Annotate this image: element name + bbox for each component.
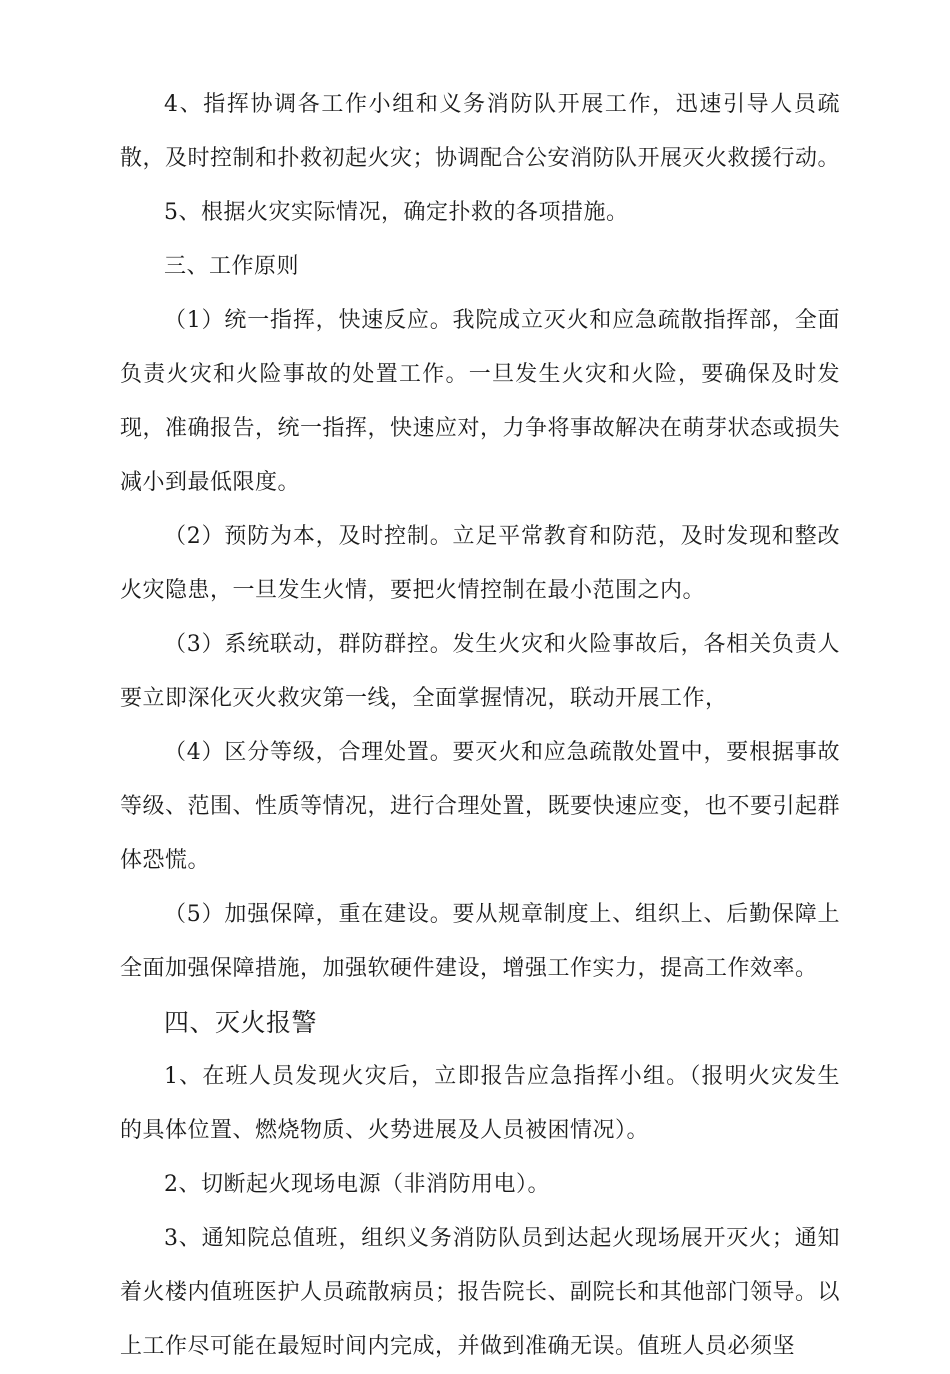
paragraph-principle-3: （3）系统联动，群防群控。发生火灾和火险事故后，各相关负责人要立即深化灭火救灾第一线，全面掌握情况，联动开展工作， <box>120 632 840 711</box>
paragraph-item-5: 5、根据火灾实际情况，确定扑救的各项措施。 <box>164 200 629 225</box>
paragraph-alarm-2: 2、切断起火现场电源（非消防用电）。 <box>164 1172 550 1197</box>
paragraph-principle-1: （1）统一指挥，快速反应。我院成立灭火和应急疏散指挥部，全面负责火灾和火险事故的处置工作。一旦发生火灾和火险，要确保及时发现，准确报告，统一指挥，快速应对，力争将事故解决在萌芽状态或损失减小到最低限度。 <box>120 308 841 495</box>
paragraph-alarm-3: 3、通知院总值班，组织义务消防队员到达起火现场展开灭火；通知着火楼内值班医护人员疏散病员；报告院长、副院长和其他部门领导。以上工作尽可能在最短时间内完成，并做到准确无误。值班人员必须坚 <box>120 1226 841 1359</box>
section-heading-principles: 三、工作原则 <box>164 254 300 279</box>
paragraph-item-4: 4、指挥协调各工作小组和义务消防队开展工作，迅速引导人员疏散，及时控制和扑救初起火灾；协调配合公安消防队开展灭火救援行动。 <box>120 92 841 171</box>
document-body <box>120 78 840 1374</box>
paragraph-alarm-1: 1、在班人员发现火灾后，立即报告应急指挥小组。（报明火灾发生的具体位置、燃烧物质、火势进展及人员被困情况）。 <box>120 1064 840 1143</box>
paragraph-principle-2: （2）预防为本，及时控制。立足平常教育和防范，及时发现和整改火灾隐患，一旦发生火情，要把火情控制在最小范围之内。 <box>120 524 840 603</box>
section-heading-fire-alarm: 四、灭火报警 <box>164 1008 318 1037</box>
paragraph-principle-4: （4）区分等级，合理处置。要灭火和应急疏散处置中，要根据事故等级、范围、性质等情况，进行合理处置，既要快速应变，也不要引起群体恐慌。 <box>120 740 841 873</box>
paragraph-principle-5: （5）加强保障，重在建设。要从规章制度上、组织上、后勤保障上全面加强保障措施，加强软硬件建设，增强工作实力，提高工作效率。 <box>120 902 840 981</box>
